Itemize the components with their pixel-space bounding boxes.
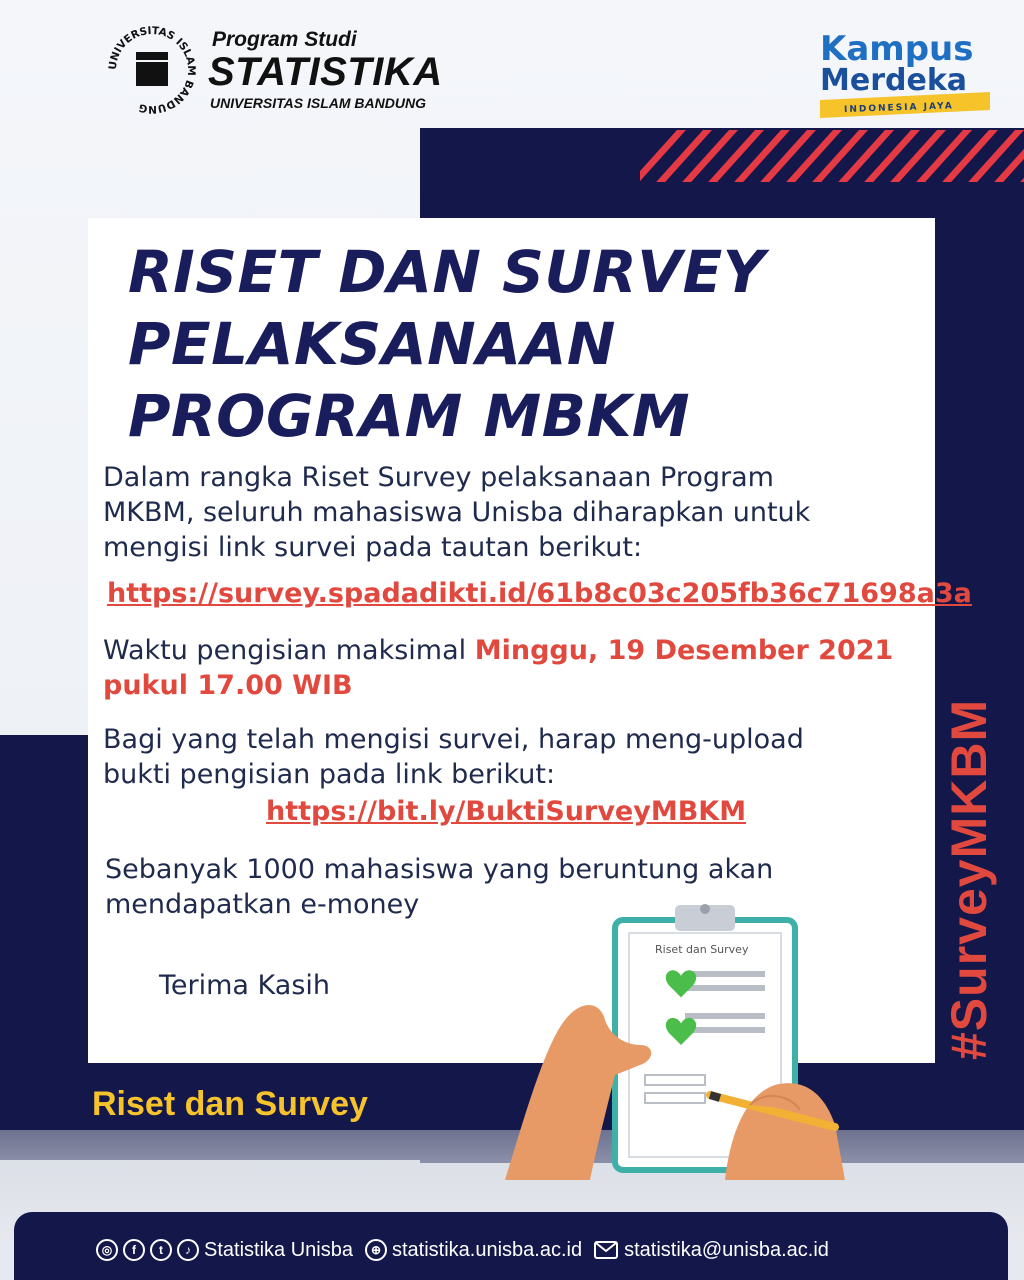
- clipboard-illustration: [505, 895, 845, 1180]
- deadline-text: [103, 633, 943, 703]
- upload-line: bukti pengisian pada link berikut:: [103, 759, 556, 790]
- km-line1: Kampus: [820, 29, 974, 69]
- globe-icon: ⊕: [365, 1239, 387, 1261]
- survey-link[interactable]: https://survey.spadadikti.id/61b8c03c205fb36c71698a3a: [107, 578, 972, 609]
- section-label: Riset dan Survey: [92, 1085, 368, 1123]
- deadline-date: Minggu, 19 Desember 2021: [474, 635, 894, 666]
- intro-text: [103, 460, 810, 565]
- deadline-prefix: Waktu pengisian maksimal: [103, 635, 475, 666]
- facebook-icon[interactable]: f: [123, 1239, 145, 1261]
- footer-bar: [14, 1212, 1008, 1280]
- email-link[interactable]: statistika@unisba.ac.id: [624, 1238, 829, 1261]
- upload-line: Bagi yang telah mengisi survei, harap meng-upload: [103, 724, 804, 755]
- instagram-icon[interactable]: ◎: [96, 1239, 118, 1261]
- red-stripes: [640, 130, 1024, 182]
- headline-line: PROGRAM MBKM: [128, 382, 691, 450]
- headline: [128, 236, 928, 452]
- program-label: Program Studi: [212, 28, 357, 51]
- headline-line: RISET DAN SURVEY: [128, 238, 766, 306]
- twitter-icon[interactable]: t: [150, 1239, 172, 1261]
- intro-line: mengisi link survei pada tautan berikut:: [103, 532, 643, 563]
- intro-line: Dalam rangka Riset Survey pelaksanaan Program: [103, 462, 774, 493]
- km-tagline: INDONESIA JAYA: [843, 101, 954, 116]
- university-name: UNIVERSITAS ISLAM BANDUNG: [210, 95, 426, 111]
- deadline-time: pukul 17.00 WIB: [103, 670, 353, 701]
- upload-link[interactable]: https://bit.ly/BuktiSurveyMBKM: [266, 796, 747, 827]
- km-line2: Merdeka: [820, 63, 968, 98]
- program-name: STATISTIKA: [208, 50, 443, 94]
- kampus-merdeka-logo: [818, 24, 994, 124]
- closing-text: Terima Kasih: [159, 970, 331, 1001]
- clipboard-title: Riset dan Survey: [655, 943, 749, 956]
- prize-line: Sebanyak 1000 mahasiswa yang beruntung akan: [105, 854, 774, 885]
- hashtag: #SurveyMKBM: [941, 698, 997, 1060]
- upload-text: [103, 722, 804, 792]
- tiktok-icon[interactable]: ♪: [177, 1239, 199, 1261]
- university-seal-icon: [104, 22, 200, 118]
- headline-line: PELAKSANAAN: [128, 310, 616, 378]
- website-link[interactable]: statistika.unisba.ac.id: [391, 1238, 583, 1261]
- mail-icon: [594, 1241, 618, 1259]
- prize-line: mendapatkan e-money: [105, 889, 420, 920]
- intro-line: MKBM, seluruh mahasiswa Unisba diharapkan untuk: [103, 497, 811, 528]
- seal-text: UNIVERSITAS ISLAM BANDUNG: [106, 24, 198, 116]
- social-name: Statistika Unisba: [204, 1238, 353, 1261]
